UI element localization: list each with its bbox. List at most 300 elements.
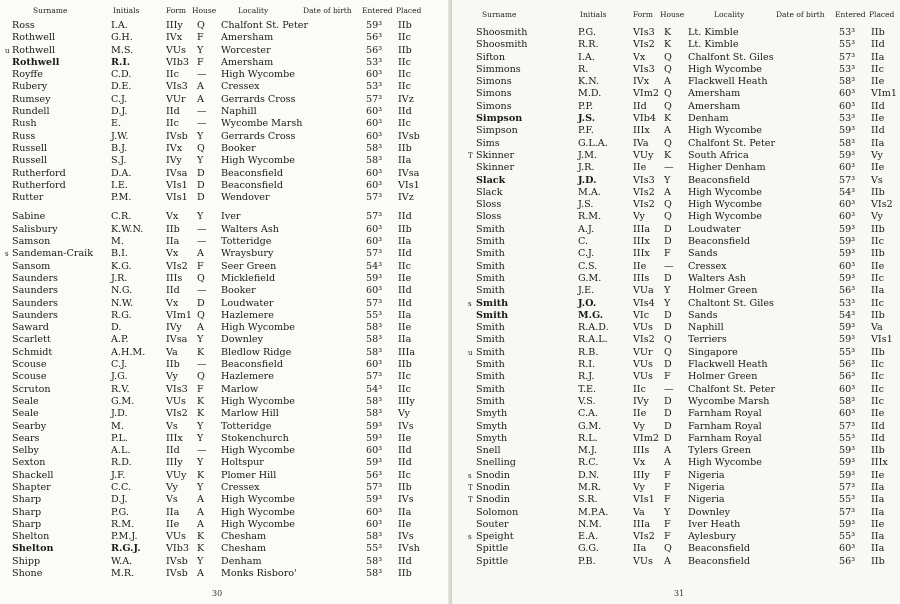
surname-cell: Smith — [476, 334, 505, 346]
initials-cell: J.S. — [578, 199, 594, 211]
initials-cell: R.V. — [111, 383, 130, 395]
placed-cell: IIc — [398, 118, 411, 130]
house-cell: A — [664, 125, 671, 137]
placed-cell: IIe — [871, 260, 885, 272]
form-cell: IIIa — [633, 518, 651, 530]
placed-cell: IIc — [398, 81, 411, 93]
placed-cell: IIb — [398, 223, 412, 235]
initials-cell: P.L. — [111, 432, 128, 444]
initials-cell: R.I. — [111, 56, 131, 68]
house-cell: Y — [197, 555, 204, 567]
table-row — [0, 543, 440, 555]
entered-cell: 60³ — [839, 543, 856, 555]
surname-cell: Smith — [476, 223, 505, 235]
header-house: House — [660, 10, 685, 19]
house-cell: — — [197, 106, 207, 118]
house-cell: A — [197, 248, 204, 260]
placed-cell: Vy — [871, 211, 883, 223]
initials-cell: C.J. — [578, 248, 595, 260]
form-cell: IVa — [633, 137, 649, 149]
entered-cell: 60³ — [366, 106, 383, 118]
placed-cell: IIa — [871, 494, 885, 506]
table-row — [452, 519, 896, 531]
locality-cell: Higher Denham — [688, 162, 766, 174]
surname-cell: Rothwell — [12, 56, 60, 68]
table-row — [452, 162, 896, 174]
table-row — [0, 20, 440, 32]
entered-cell: 55³ — [839, 494, 856, 506]
surname-cell: Snelling — [476, 457, 516, 469]
placed-cell: IIc — [871, 272, 884, 284]
placed-cell: IVs — [398, 531, 414, 543]
placed-cell: IId — [871, 100, 885, 112]
surname-cell: Royffe — [12, 69, 43, 81]
locality-cell: Beaconsfield — [688, 174, 750, 186]
initials-cell: J.R. — [111, 272, 128, 284]
table-row — [452, 334, 896, 346]
entered-cell: 56³ — [366, 32, 383, 44]
locality-cell: Sands — [688, 309, 718, 321]
table-row — [452, 64, 896, 76]
initials-cell: D.J. — [111, 106, 128, 118]
surname-cell: Sloss — [476, 211, 502, 223]
placed-cell: IIa — [398, 155, 412, 167]
house-cell: D — [197, 167, 205, 179]
house-cell: Y — [197, 481, 204, 493]
surname-cell: Ross — [12, 20, 35, 31]
form-cell: VUa — [633, 285, 654, 297]
house-cell: Q — [664, 543, 672, 555]
house-cell: D — [197, 192, 205, 204]
table-row — [0, 445, 440, 457]
house-cell: Q — [664, 51, 672, 63]
initials-cell: V.S. — [578, 395, 596, 407]
locality-cell: Flackwell Heath — [688, 76, 768, 88]
entered-cell: 58³ — [366, 322, 383, 334]
header-entered: Entered — [835, 10, 866, 19]
surname-cell: Smith — [476, 297, 509, 309]
table-row — [0, 45, 440, 57]
locality-cell: Cressex — [688, 260, 727, 272]
house-cell: Q — [664, 137, 672, 149]
house-cell: Y — [664, 174, 671, 186]
locality-cell: Naphill — [221, 106, 257, 118]
form-cell: VIs3 — [166, 81, 188, 93]
form-cell: Vs — [166, 420, 178, 432]
placed-cell: IVs — [398, 494, 414, 506]
table-row — [452, 39, 896, 51]
house-cell: Q — [664, 88, 672, 100]
surname-cell: Seale — [12, 395, 39, 407]
entered-cell: 55³ — [839, 39, 856, 51]
house-cell: Q — [664, 211, 672, 223]
form-cell: VIs3 — [633, 63, 655, 75]
placed-cell: IIe — [871, 113, 885, 125]
initials-cell: J.W. — [111, 130, 129, 142]
house-cell: A — [197, 506, 204, 518]
entered-cell: 59³ — [366, 432, 383, 444]
initials-cell: A.H.M. — [111, 346, 146, 358]
locality-cell: Farnham Royal — [688, 432, 762, 444]
house-cell: A — [197, 568, 204, 580]
initials-cell: R.A.D. — [578, 322, 609, 334]
surname-cell: Skinner — [476, 149, 515, 161]
surname-cell: Rothwell — [12, 44, 56, 56]
initials-cell: G.L.A. — [578, 137, 608, 149]
surname-cell: Russell — [12, 155, 48, 167]
entered-cell: 53³ — [839, 297, 856, 309]
surname-cell: Scarlett — [12, 334, 51, 346]
surname-cell: Saunders — [12, 285, 58, 297]
house-cell: Q — [197, 20, 205, 31]
house-cell: D — [664, 236, 672, 248]
surname-cell: Smith — [476, 371, 505, 383]
house-cell: K — [664, 113, 672, 125]
locality-cell: Nigeria — [688, 469, 725, 481]
placed-cell: IIa — [398, 309, 412, 321]
placed-cell: IIc — [871, 297, 884, 309]
entered-cell: 58³ — [366, 555, 383, 567]
entered-cell: 59³ — [839, 469, 856, 481]
locality-cell: Beaconsfield — [688, 236, 750, 248]
house-cell: F — [664, 481, 671, 493]
placed-cell: VIs1 — [398, 179, 420, 191]
placed-cell: IIe — [398, 322, 412, 334]
initials-cell: G.M. — [578, 420, 602, 432]
entered-cell: 60³ — [839, 383, 856, 395]
locality-cell: Amersham — [221, 32, 274, 44]
initials-cell: R.D. — [111, 457, 132, 469]
table-row — [452, 433, 896, 445]
locality-cell: High Wycombe — [688, 125, 762, 137]
house-cell: Y — [197, 334, 204, 346]
house-cell: D — [664, 420, 672, 432]
house-cell: K — [664, 27, 672, 38]
entered-cell: 58³ — [366, 395, 383, 407]
placed-cell: IId — [398, 457, 412, 469]
entered-cell: 56³ — [839, 359, 856, 371]
header-surname: Surname — [482, 10, 517, 19]
form-cell: IIIy — [633, 469, 650, 481]
surname-cell: Smith — [476, 236, 505, 248]
locality-cell: Walters Ash — [221, 223, 279, 235]
entered-cell: 56³ — [839, 555, 856, 567]
house-cell: A — [197, 322, 204, 334]
initials-cell: J.M. — [578, 149, 598, 161]
entered-cell: 55³ — [366, 543, 383, 555]
entered-cell: 57³ — [366, 481, 383, 493]
table-row — [0, 261, 440, 273]
house-cell: — — [197, 236, 207, 248]
form-cell: IIIa — [633, 223, 651, 235]
placed-cell: IIa — [871, 506, 885, 518]
house-cell: K — [197, 531, 205, 543]
form-cell: VUs — [633, 555, 653, 567]
surname-cell: Shackell — [12, 469, 54, 481]
initials-cell: C.J. — [111, 93, 128, 105]
entered-cell: 57³ — [839, 174, 856, 186]
surname-cell: Shapter — [12, 481, 51, 493]
table-row — [0, 371, 440, 383]
locality-cell: High Wycombe — [688, 186, 762, 198]
locality-cell: Bledlow Ridge — [221, 346, 292, 358]
house-cell: F — [197, 56, 204, 68]
house-cell: K — [197, 395, 205, 407]
table-row — [452, 531, 896, 543]
table-row — [452, 457, 896, 469]
entered-cell: 58³ — [366, 568, 383, 580]
entered-cell: 60³ — [366, 69, 383, 81]
table-row — [0, 470, 440, 482]
placed-cell: IId — [398, 106, 412, 118]
row-prefix-mark: u — [5, 46, 10, 55]
locality-cell: Farnham Royal — [688, 420, 762, 432]
table-row — [0, 57, 440, 69]
placed-cell: IId — [871, 125, 885, 137]
form-cell: IId — [166, 106, 180, 118]
table-row — [452, 507, 896, 519]
table-row — [452, 396, 896, 408]
placed-cell: IId — [398, 297, 412, 309]
table-row — [0, 106, 440, 118]
surname-cell: Spittle — [476, 543, 509, 555]
form-cell: VUs — [166, 531, 186, 543]
placed-cell: IIa — [398, 236, 412, 248]
table-row — [0, 155, 440, 167]
placed-cell: IIc — [871, 395, 884, 407]
entered-cell: 55³ — [366, 309, 383, 321]
header-placed: Placed — [869, 10, 895, 19]
table-row — [0, 334, 440, 346]
entered-cell: 54³ — [366, 260, 383, 272]
placed-cell: IIb — [871, 346, 885, 358]
placed-cell: IIe — [871, 162, 885, 174]
initials-cell: M. — [111, 236, 124, 248]
header-date-of-birth: Date of birth — [303, 6, 352, 15]
placed-cell: VIs1 — [871, 334, 893, 346]
house-cell: Q — [664, 63, 672, 75]
placed-cell: IId — [398, 248, 412, 260]
table-row — [0, 248, 440, 260]
table-row — [452, 125, 896, 137]
placed-cell: IIIy — [398, 395, 415, 407]
house-cell: K — [197, 469, 205, 481]
house-cell: D — [664, 309, 672, 321]
surname-cell: Smith — [476, 272, 505, 284]
initials-cell: P.G. — [578, 27, 596, 38]
table-row — [452, 27, 896, 39]
initials-cell: P.M. — [111, 192, 132, 204]
entered-cell: 60³ — [366, 118, 383, 130]
form-cell: Vy — [166, 371, 178, 383]
house-cell: A — [197, 81, 204, 93]
form-cell: IVsb — [166, 568, 188, 580]
house-cell: F — [664, 531, 671, 543]
right-entries-list — [452, 27, 896, 568]
locality-cell: High Wycombe — [221, 155, 295, 167]
initials-cell: D. — [111, 322, 122, 334]
form-cell: VIb4 — [633, 113, 656, 125]
surname-cell: Smith — [476, 359, 505, 371]
house-cell: Q — [664, 100, 672, 112]
form-cell: IIIx — [166, 432, 183, 444]
initials-cell: R.G.J. — [111, 543, 141, 555]
entered-cell: 55³ — [839, 346, 856, 358]
table-row — [0, 285, 440, 297]
entered-cell: 56³ — [366, 469, 383, 481]
entered-cell: 57³ — [839, 481, 856, 493]
entered-cell: 59³ — [839, 125, 856, 137]
locality-cell: Beaconsfield — [221, 359, 283, 371]
table-row — [0, 433, 440, 445]
table-row — [452, 175, 896, 187]
entered-cell: 60³ — [366, 223, 383, 235]
entered-cell: 60³ — [839, 199, 856, 211]
page-number-left: 30 — [212, 589, 223, 598]
table-row — [452, 248, 896, 260]
initials-cell: D.J. — [111, 494, 128, 506]
house-cell: D — [664, 395, 672, 407]
placed-cell: IIa — [398, 334, 412, 346]
house-cell: D — [664, 432, 672, 444]
locality-cell: High Wycombe — [221, 506, 295, 518]
form-cell: IIIs — [633, 445, 650, 457]
locality-cell: High Wycombe — [221, 518, 295, 530]
locality-cell: High Wycombe — [221, 445, 295, 457]
placed-cell: Vs — [871, 174, 883, 186]
initials-cell: C. — [578, 236, 589, 248]
house-cell: Y — [197, 130, 204, 142]
table-row — [452, 359, 896, 371]
entered-cell: 59³ — [366, 20, 383, 31]
placed-cell: IVz — [398, 192, 414, 204]
surname-cell: Rutherford — [12, 179, 66, 191]
form-cell: VIs3 — [633, 27, 655, 38]
entered-cell: 57³ — [839, 420, 856, 432]
surname-cell: Rundell — [12, 106, 50, 118]
surname-cell: Smith — [476, 248, 505, 260]
form-cell: IIe — [633, 162, 647, 174]
surname-cell: Simons — [476, 100, 512, 112]
surname-cell: Simons — [476, 76, 512, 88]
surname-cell: Saunders — [12, 272, 58, 284]
initials-cell: C.C. — [111, 481, 132, 493]
locality-cell: Totteridge — [221, 236, 272, 248]
surname-cell: Shipp — [12, 555, 41, 567]
entered-cell: 58³ — [839, 137, 856, 149]
placed-cell: IId — [871, 39, 885, 51]
locality-cell: Seer Green — [221, 260, 277, 272]
initials-cell: R.L. — [578, 432, 598, 444]
form-cell: IVsa — [166, 334, 188, 346]
table-row — [452, 371, 896, 383]
header-locality: Locality — [714, 10, 745, 19]
surname-cell: Snodin — [476, 494, 510, 506]
initials-cell: P.M.J. — [111, 531, 138, 543]
house-cell: — — [197, 445, 207, 457]
locality-cell: Beaconsfield — [688, 555, 750, 567]
locality-cell: Tylers Green — [688, 445, 751, 457]
surname-cell: Slack — [476, 186, 503, 198]
locality-cell: Beaconsfield — [221, 179, 283, 191]
surname-cell: Smith — [476, 383, 505, 395]
entered-cell: 59³ — [366, 457, 383, 469]
table-row — [0, 396, 440, 408]
row-prefix-mark: u — [468, 348, 473, 357]
entered-cell: 60³ — [839, 211, 856, 223]
initials-cell: N.W. — [111, 297, 134, 309]
form-cell: IIa — [166, 236, 180, 248]
initials-cell: P.F. — [578, 125, 594, 137]
placed-cell: IVs — [398, 420, 414, 432]
entered-cell: 60³ — [366, 445, 383, 457]
entered-cell: 60³ — [839, 88, 856, 100]
entered-cell: 60³ — [839, 408, 856, 420]
surname-cell: Smith — [476, 322, 505, 334]
house-cell: — — [664, 383, 674, 395]
header-initials: Initials — [580, 10, 607, 19]
initials-cell: P.B. — [578, 555, 596, 567]
initials-cell: M.P.A. — [578, 506, 609, 518]
initials-cell: M.D. — [578, 88, 602, 100]
form-cell: IVsb — [166, 555, 188, 567]
form-cell: IId — [166, 285, 180, 297]
surname-cell: Smith — [476, 346, 505, 358]
house-cell: Y — [197, 420, 204, 432]
entered-cell: 59³ — [366, 272, 383, 284]
table-row — [0, 32, 440, 44]
table-row — [452, 138, 896, 150]
house-cell: Q — [664, 346, 672, 358]
initials-cell: G.M. — [111, 395, 135, 407]
initials-cell: D.E. — [111, 81, 132, 93]
placed-cell: IIb — [871, 555, 885, 567]
row-prefix-mark: T — [468, 151, 473, 160]
form-cell: Vx — [633, 51, 646, 63]
entered-cell: 59³ — [366, 494, 383, 506]
house-cell: — — [197, 223, 207, 235]
house-cell: K — [664, 39, 672, 51]
table-row — [452, 76, 896, 88]
locality-cell: Aylesbury — [688, 531, 736, 543]
header-form: Form — [166, 6, 187, 15]
form-cell: VIs2 — [633, 199, 655, 211]
table-row — [452, 384, 896, 396]
surname-cell: Shelton — [12, 543, 54, 555]
table-row — [0, 384, 440, 396]
form-cell: IIa — [633, 543, 647, 555]
entered-cell: 57³ — [366, 192, 383, 204]
locality-cell: Terriers — [688, 334, 727, 346]
locality-cell: Beaconsfield — [688, 543, 750, 555]
placed-cell: Vy — [871, 149, 883, 161]
initials-cell: J.D. — [578, 174, 597, 186]
initials-cell: M.J. — [578, 445, 598, 457]
table-row — [0, 168, 440, 180]
house-cell: Y — [664, 297, 671, 309]
initials-cell: M.G. — [578, 309, 604, 321]
locality-cell: Sands — [688, 248, 718, 260]
entered-cell: 59³ — [839, 223, 856, 235]
initials-cell: W.A. — [111, 555, 133, 567]
surname-cell: Smyth — [476, 420, 508, 432]
table-row — [452, 261, 896, 273]
entered-cell: 53³ — [839, 63, 856, 75]
locality-cell: Hazlemere — [221, 309, 274, 321]
entered-cell: 56³ — [366, 44, 383, 56]
form-cell: IIb — [166, 223, 180, 235]
table-row — [452, 445, 896, 457]
